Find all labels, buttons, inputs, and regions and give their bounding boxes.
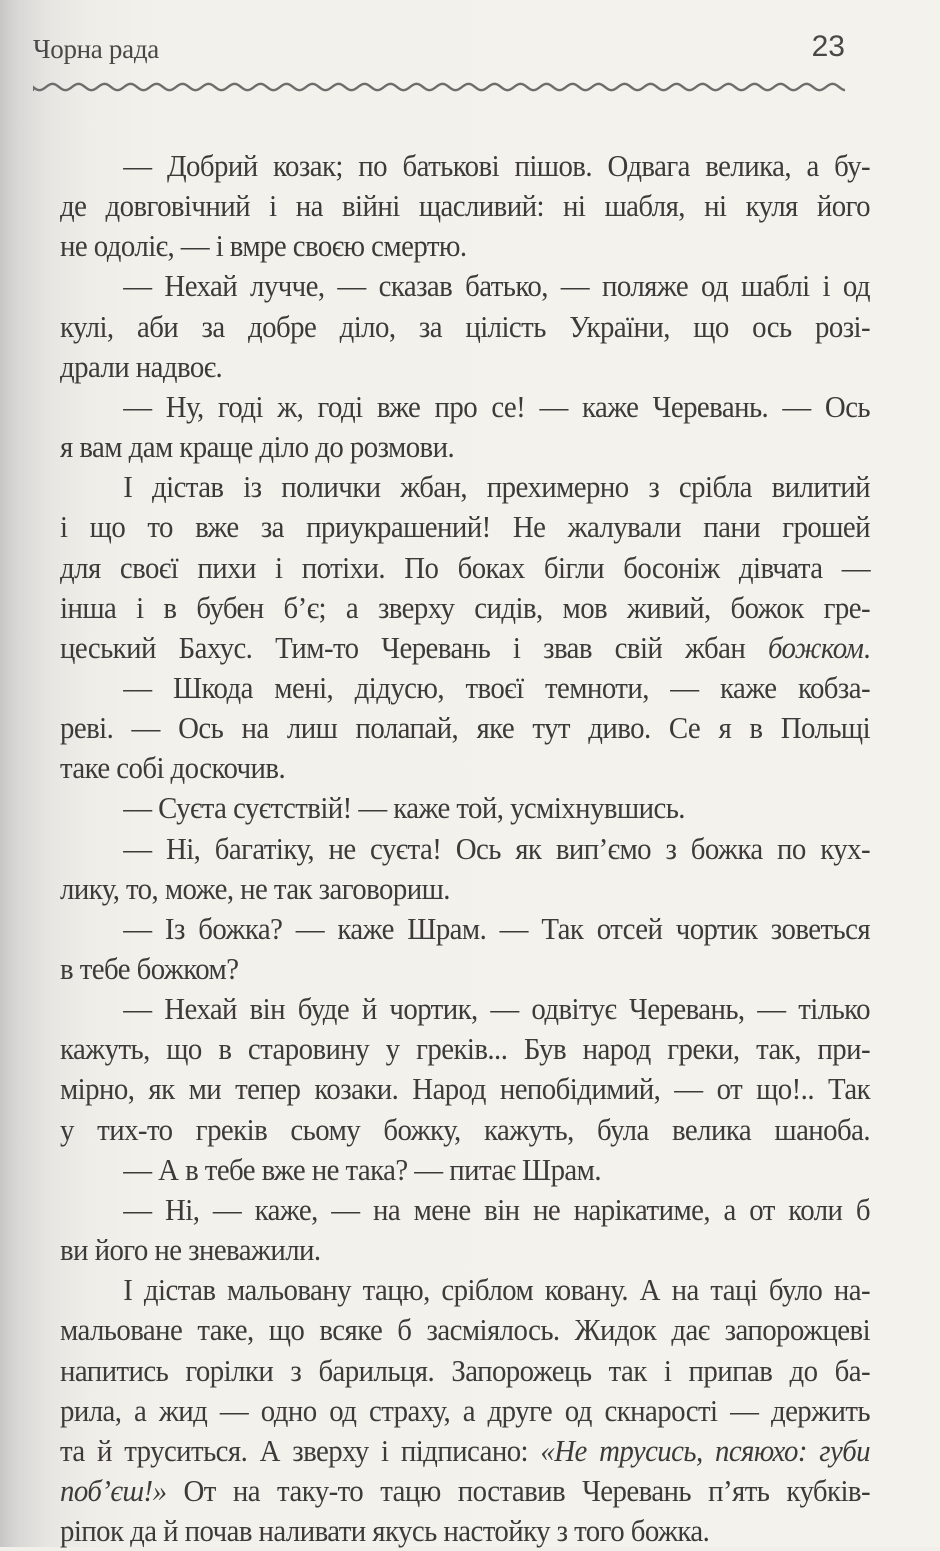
- line-text: І дістав із полички жбан, прехимерно з срібла вилитий: [123, 469, 871, 505]
- line-text: де довговічний і на війні щасливий: ні шабля, ні куля його: [60, 188, 871, 224]
- text-line: [60, 307, 870, 347]
- text-line: [60, 1471, 870, 1511]
- line-text: в тебе божком?: [60, 951, 239, 986]
- line-text: — Суєта суєтствій! — каже той, усміхнувшись.: [123, 790, 685, 826]
- line-text: ви його не зневажили.: [60, 1232, 321, 1268]
- text-line: [60, 1310, 870, 1350]
- text-line: [60, 1029, 870, 1069]
- line-text: таке собі доскочив.: [60, 750, 286, 786]
- text-line: [60, 1150, 870, 1190]
- text-line: [60, 588, 870, 628]
- text-line: [60, 387, 870, 427]
- line-text: і що то вже за приукрашений! Не жалували пани грошей: [60, 509, 871, 545]
- line-text: — Добрий козак; по батькові пішов. Одвага велика, а бу-: [123, 148, 871, 183]
- line-text: та й труситься. А зверху і підписано:: [60, 1432, 541, 1468]
- wavy-divider-rule: [33, 80, 845, 94]
- line-text: напитись горілки з барильця. Запорожець так і припав до ба-: [60, 1352, 871, 1388]
- text-line: [60, 748, 870, 788]
- text-line: [60, 146, 870, 186]
- text-line: [60, 1230, 870, 1270]
- text-line: [60, 427, 870, 467]
- line-text: у тих-то греків сьому божку, кажуть, була велика шаноба.: [60, 1111, 871, 1147]
- text-line: [60, 628, 870, 668]
- text-line: [60, 909, 870, 949]
- text-line: [60, 989, 870, 1029]
- text-line: [60, 1431, 870, 1471]
- line-text: мальоване таке, що всяке б засміялось. Жидок дає запорожцеві: [60, 1312, 871, 1348]
- text-line: [60, 788, 870, 828]
- text-line: [60, 668, 870, 708]
- book-title: Чорна рада: [33, 34, 159, 64]
- text-line: [60, 226, 870, 266]
- text-line: [60, 829, 870, 869]
- text-line: [60, 347, 870, 387]
- text-line: [60, 1511, 870, 1551]
- line-text: кулі, аби за добре діло, за цілість України, що ось розі-: [60, 308, 871, 344]
- line-text: .: [863, 629, 871, 665]
- text-line: [60, 1351, 870, 1391]
- line-text: — Нехай він буде й чортик, — одвітує Черевань, — тілько: [123, 991, 871, 1027]
- line-text: — Ні, — каже, — на мене він не нарікатиме, а от коли б: [123, 1191, 871, 1227]
- italic-emphasis: божком: [767, 629, 864, 665]
- line-text: ріпок да й почав наливати якусь настойку з того божка.: [60, 1513, 710, 1549]
- line-text: не одоліє, — і вмре своєю смертю.: [60, 228, 467, 264]
- italic-emphasis: «Не трусись, псяюхо: губи: [540, 1432, 871, 1468]
- line-text: кажуть, що в старовину у греків... Був народ греки, так, при-: [60, 1031, 871, 1067]
- line-text: — Нехай лучче, — сказав батько, — поляже од шаблі і од: [123, 268, 871, 304]
- text-line: [60, 1270, 870, 1310]
- running-head: [33, 26, 845, 66]
- text-line: [60, 708, 870, 748]
- line-text: — Із божка? — каже Шрам. — Так отсей чортик зоветься: [123, 910, 871, 946]
- page-number: 23: [811, 30, 845, 63]
- text-line: [60, 186, 870, 226]
- text-line: [60, 949, 870, 989]
- text-line: [60, 266, 870, 306]
- line-text: От на таку-то тацю поставив Черевань п’ять кубків-: [166, 1472, 871, 1508]
- text-line: [60, 507, 870, 547]
- text-line: [60, 467, 870, 507]
- line-text: рила, а жид — одно од страху, а друге од скнарості — держить: [60, 1392, 871, 1428]
- line-text: — Ну, годі ж, годі вже про се! — каже Черевань. — Ось: [123, 388, 871, 424]
- line-text: для своєї пихи і потіхи. По боках бігли босоніж дівчата —: [60, 549, 871, 585]
- text-line: [60, 869, 870, 909]
- line-text: реві. — Ось на лиш полапай, яке тут диво. Се я в Польщі: [60, 710, 871, 746]
- line-text: лику, то, може, не так заговориш.: [60, 870, 450, 906]
- line-text: — Ні, багатіку, не суєта! Ось як вип’ємо з божка по кух-: [123, 830, 871, 866]
- italic-emphasis: поб’єш!»: [60, 1472, 167, 1508]
- line-text: драли надвоє.: [60, 348, 223, 384]
- text-line: [60, 1391, 870, 1431]
- line-text: І дістав мальовану тацю, сріблом ковану. А на таці було на-: [123, 1272, 871, 1308]
- text-line: [60, 1190, 870, 1230]
- text-line: [60, 548, 870, 588]
- line-text: я вам дам краще діло до розмови.: [60, 429, 455, 465]
- text-line: [60, 1110, 870, 1150]
- line-text: — А в тебе вже не така? — питає Шрам.: [123, 1151, 602, 1187]
- text-line: [60, 1069, 870, 1109]
- line-text: мірно, як ми тепер козаки. Народ непобідимий, — от що!.. Так: [60, 1071, 871, 1107]
- line-text: — Шкода мені, дідусю, твоєї темноти, — каже кобза-: [123, 669, 871, 705]
- line-text: інша і в бубен б’є; а зверху сидів, мов живий, божок гре-: [60, 589, 871, 625]
- line-text: цеський Бахус. Тим-то Черевань і звав свій жбан: [60, 629, 768, 665]
